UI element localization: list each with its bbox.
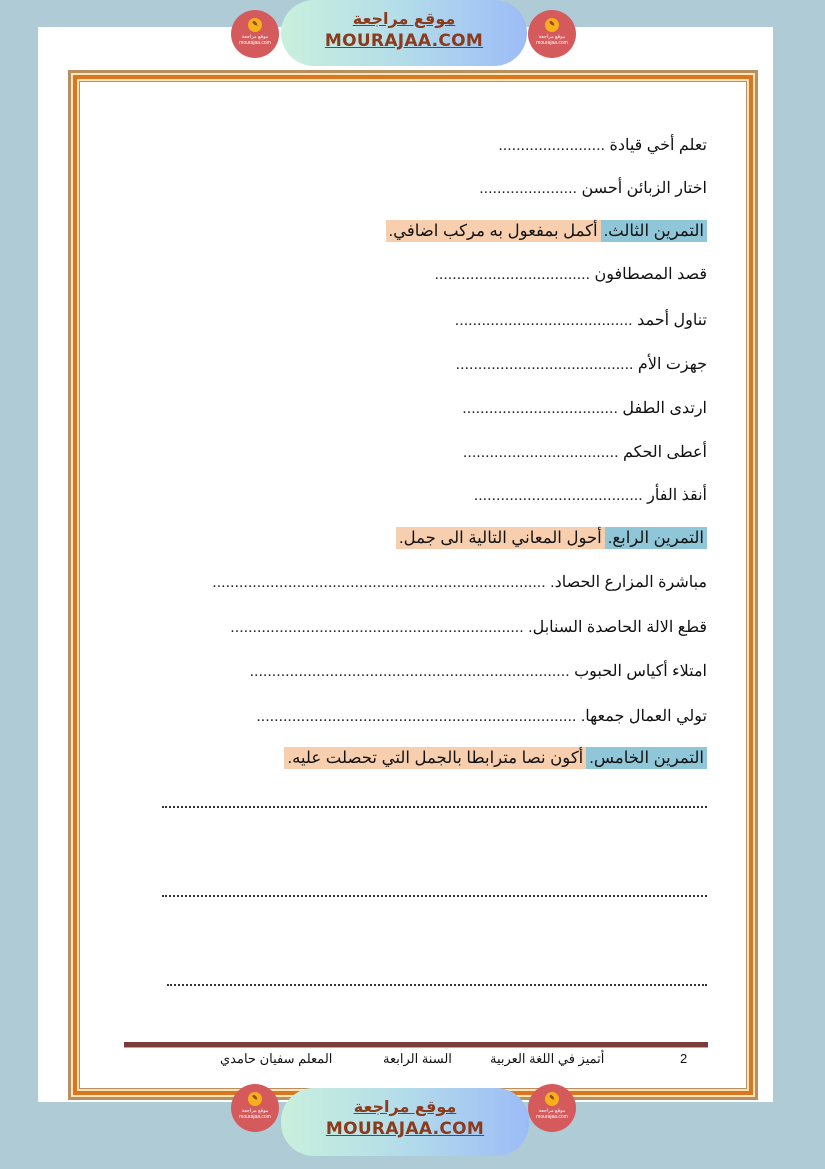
item-prompt: قصد المصطافون (594, 266, 707, 283)
writing-line[interactable] (162, 895, 707, 897)
exercise-item (456, 354, 707, 374)
item-prompt: تناول أحمد (637, 312, 707, 329)
site-logo-badge-right (528, 1084, 576, 1132)
item-prompt: أعطى الحكم (622, 444, 707, 461)
exercise-item (230, 617, 707, 637)
exercise-4-heading (396, 528, 707, 548)
answer-blank[interactable]: ................................... (462, 444, 619, 461)
item-prompt: قطع الالة الحاصدة السنابل. (528, 619, 707, 636)
exercise-task: أكون نصا مترابطا بالجمل التي تحصلت عليه. (284, 747, 586, 769)
item-prompt: أنقذ الفأر (647, 487, 707, 504)
item-prompt: تولي العمال جمعها. (580, 708, 707, 725)
answer-blank[interactable]: ........................ (498, 137, 605, 154)
answer-blank[interactable]: ........................................ (454, 312, 633, 329)
exercise-3-heading (386, 221, 707, 241)
exercise-5-heading (284, 748, 707, 768)
exercise-item (474, 485, 707, 505)
writing-line[interactable] (167, 984, 707, 986)
answer-blank[interactable]: .................................................................. (230, 619, 524, 636)
answer-blank[interactable]: ........................................................................ (249, 663, 570, 680)
page-number: 2 (680, 1051, 688, 1066)
exercise-title: التمرين الخامس. (586, 747, 707, 769)
answer-blank[interactable]: ........................................................................... (212, 574, 546, 591)
answer-blank[interactable]: ........................................................................ (256, 708, 577, 725)
writing-line[interactable] (162, 806, 707, 808)
badge-label: موقع مراجعة mourajaa.com (536, 1108, 568, 1120)
item-prompt: ارتدى الطفل (622, 400, 707, 417)
badge-label: موقع مراجعة mourajaa.com (239, 34, 271, 46)
exercise-item (479, 178, 707, 198)
site-arabic-title[interactable]: موقع مراجعة (352, 9, 456, 28)
site-logo-badge-left (231, 1084, 279, 1132)
footer-divider (124, 1042, 708, 1048)
footer-subject: أتميز في اللغة العربية (490, 1051, 605, 1066)
exercise-item (455, 310, 707, 330)
exercise-task: أكمل بمفعول به مركب اضافي. (386, 220, 601, 242)
exercise-item (250, 661, 707, 681)
item-prompt: اختار الزبائن أحسن (581, 180, 707, 197)
book-icon: ✎ (248, 1092, 262, 1106)
book-icon: ✎ (545, 1092, 559, 1106)
book-icon: ✎ (248, 18, 262, 32)
site-name-link[interactable]: MOURAJAA.COM (325, 1119, 485, 1139)
exercise-item (498, 135, 707, 155)
badge-label: موقع مراجعة mourajaa.com (239, 1108, 271, 1120)
answer-blank[interactable]: ................................... (434, 266, 591, 283)
answer-blank[interactable]: ...................... (479, 180, 577, 197)
exercise-task: أحول المعاني التالية الى جمل. (396, 527, 605, 549)
site-arabic-title[interactable]: موقع مراجعة (353, 1097, 457, 1116)
answer-blank[interactable]: ........................................ (455, 356, 634, 373)
badge-label: موقع مراجعة mourajaa.com (536, 34, 568, 46)
footer-teacher: المعلم سفيان حامدي (220, 1051, 333, 1066)
exercise-item (256, 706, 707, 726)
footer-grade: السنة الرابعة (383, 1051, 452, 1066)
item-prompt: جهزت الأم (637, 356, 707, 373)
exercise-title: التمرين الرابع. (605, 527, 707, 549)
exercise-title: التمرين الثالث. (601, 220, 707, 242)
item-prompt: تعلم أخي قيادة (609, 137, 707, 154)
exercise-item (212, 572, 707, 592)
bottom-site-banner (0, 1084, 825, 1169)
book-icon: ✎ (545, 18, 559, 32)
answer-blank[interactable]: ...................................... (473, 487, 643, 504)
exercise-item (463, 442, 707, 462)
item-prompt: مباشرة المزارع الحصاد. (550, 574, 707, 591)
item-prompt: امتلاء أكياس الحبوب (574, 663, 707, 680)
exercise-item (434, 264, 707, 284)
exercise-item (462, 398, 707, 418)
site-name-link[interactable]: MOURAJAA.COM (324, 31, 484, 51)
site-link-pill[interactable] (281, 1088, 529, 1156)
answer-blank[interactable]: ................................... (462, 400, 618, 417)
